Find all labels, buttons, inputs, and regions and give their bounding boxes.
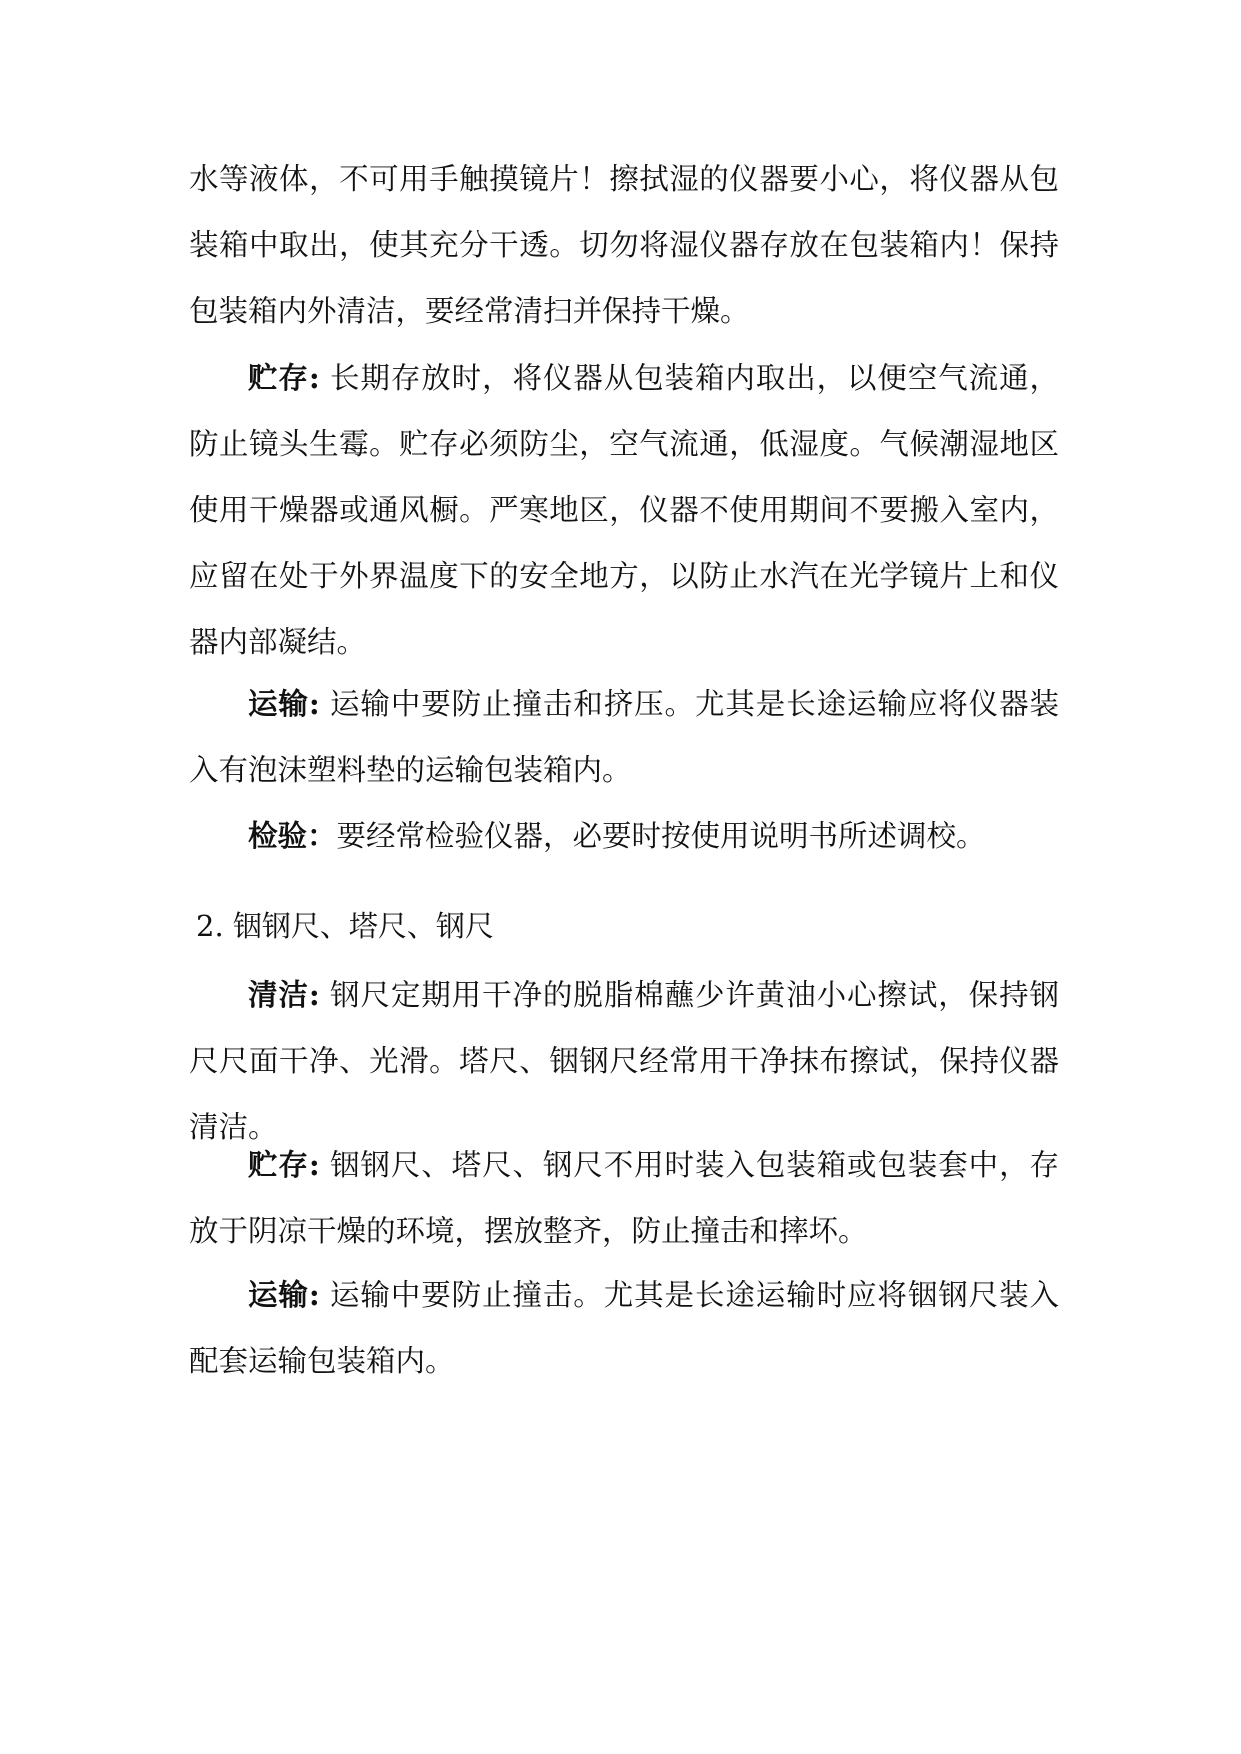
- paragraph-transport: [189, 671, 1059, 803]
- paragraph-text: 铟钢尺、塔尺、钢尺不用时装入包装箱或包装套中，存放于阴凉干燥的环境，摆放整齐，防止撞击和摔坏。: [189, 1148, 1059, 1248]
- paragraph-cleaning-continued: [189, 146, 1059, 344]
- storage-label: 贮存:: [248, 1147, 320, 1182]
- transport-label: 运输:: [248, 1277, 320, 1312]
- paragraph-rod-cleaning: [189, 962, 1059, 1160]
- paragraph-text: 水等液体，不可用手触摸镜片！擦拭湿的仪器要小心，将仪器从包装箱中取出，使其充分干透。切勿将湿仪器存放在包装箱内！保持包装箱内外清洁，要经常清扫并保持干燥。: [189, 162, 1059, 328]
- storage-label: 贮存:: [248, 360, 320, 395]
- paragraph-inspection: [189, 803, 1059, 869]
- paragraph-text: 运输中要防止撞击和挤压。尤其是长途运输应将仪器装入有泡沫塑料垫的运输包装箱内。: [189, 687, 1059, 787]
- paragraph-rod-storage: [189, 1132, 1059, 1264]
- cleaning-label: 清洁:: [248, 977, 320, 1012]
- transport-label: 运输:: [248, 686, 320, 721]
- paragraph-storage: [189, 345, 1059, 675]
- section-heading: 2. 铟钢尺、塔尺、钢尺: [196, 909, 494, 943]
- paragraph-rod-transport: [189, 1262, 1059, 1394]
- paragraph-text: 要经常检验仪器，必要时按使用说明书所述调校。: [336, 819, 986, 853]
- paragraph-text: 长期存放时，将仪器从包装箱内取出，以便空气流通，防止镜头生霉。贮存必须防尘，空气流通，低湿度。气候潮湿地区使用干燥器或通风橱。严寒地区，仪器不使用期间不要搬入室内，应留在处于外界温度下的安全地方，以防止水汽在光学镜片上和仪器内部凝结。: [189, 361, 1059, 659]
- inspection-label: 检验：: [248, 818, 337, 853]
- paragraph-text: 运输中要防止撞击。尤其是长途运输时应将铟钢尺装入配套运输包装箱内。: [189, 1278, 1059, 1378]
- paragraph-text: 钢尺定期用干净的脱脂棉蘸少许黄油小心擦试，保持钢尺尺面干净、光滑。塔尺、铟钢尺经常用干净抹布擦试，保持仪器清洁。: [189, 978, 1059, 1144]
